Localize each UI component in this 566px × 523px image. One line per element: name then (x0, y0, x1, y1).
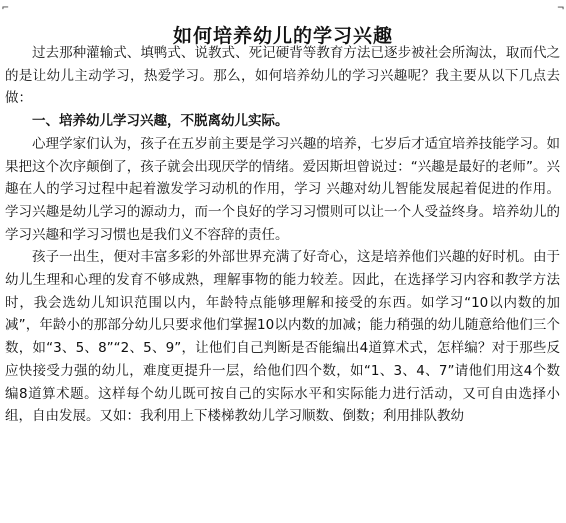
document-body (5, 42, 560, 428)
document-title: 如何培养幼儿的学习兴趣 (172, 24, 393, 47)
paragraph-intro: 过去那种灌输式、填鸭式、说教式、死记硬背等教育方法已逐步被社会所淘汰，取而代之的是让幼儿主动学习，热爱学习。那么，如何培养幼儿的学习兴趣呢？我主要从以下几点去做： (5, 45, 560, 107)
page-corner-mark-left: ⌐ (2, 1, 9, 14)
section-heading-1: 一、培养幼儿学习兴趣，不脱离幼儿实际。 (32, 113, 289, 130)
page-corner-mark-right: ¬ (557, 1, 564, 14)
paragraph-curiosity: 孩子一出生，便对丰富多彩的外部世界充满了好奇心，这是培养他们兴趣的好时机。由于幼儿生理和心理的发育不够成熟，理解事物的能力较差。因此，在选择学习内容和教学方法时，我会选幼儿知识范围以内，年龄特点能够理解和接受的东西。如学习“10以内数的加减”，年龄小的那部分幼儿只要求他们掌握10以内数的加减；能力稍强的幼儿随意给他们三个数，如“3、5、8”“2、5、9”，让他们自己判断是否能编出4道算术式，怎样编？对于那些反应快接受力强的幼儿，难度更提升一层，给他们四个数，如“1、3、4、7”请他们用这4个数编8道算术题。这样每个幼儿既可按自己的实际水平和实际能力进行活动，又可自由选择小组，自由发展。又如：我利用上下楼梯教幼儿学习顺数、倒数；利用排队教幼 (5, 249, 560, 425)
paragraph-psychology: 心理学家们认为，孩子在五岁前主要是学习兴趣的培养，七岁后才适宜培养技能学习。如果把这个次序颠倒了，孩子就会出现厌学的情绪。爱因斯坦曾说过：“兴趣是最好的老师”。兴趣在人的学习过程中起着激发学习动机的作用，学习 兴趣对幼儿智能发展起着促进的作用。学习兴趣是幼儿学习的源动力，而一个良好的学习习惯则可以让一个人受益终身。培养幼儿的学习兴趣和学习习惯也是我们义不容辞的责任。 (5, 135, 560, 243)
